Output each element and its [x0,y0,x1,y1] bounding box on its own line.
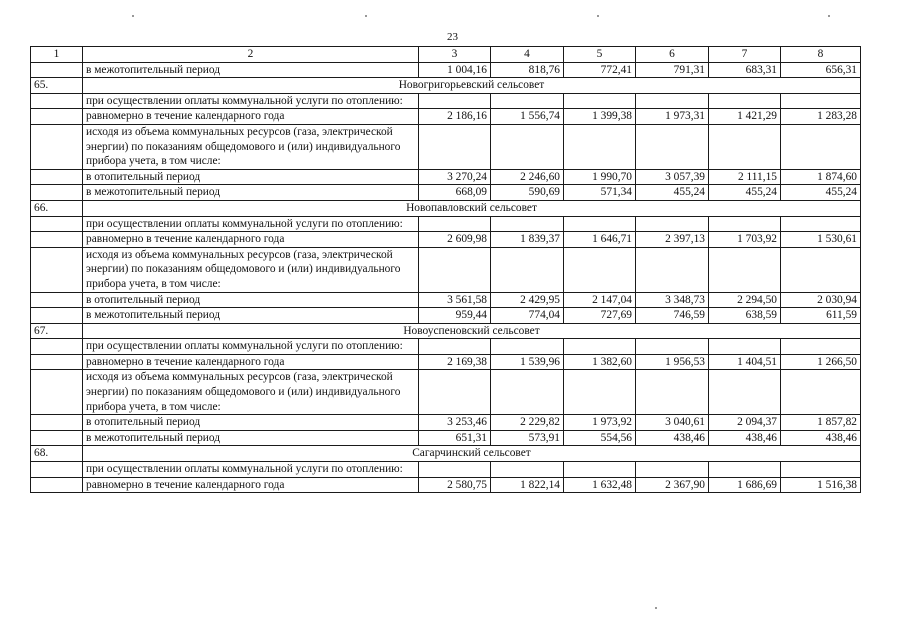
value-cell [491,462,564,478]
row-label: исходя из объема коммунальных ресурсов (газа, электрической энергии) по показаниям общедомового и (или) индивидуального прибора учета, в том числе: [83,247,419,292]
value-cell [636,370,709,415]
row-label: равномерно в течение календарного года [83,232,419,248]
value-cell [564,124,636,169]
scan-speck [655,607,657,609]
header-cell: 1 [31,47,83,63]
value-cell [491,93,564,109]
value-cell [781,124,861,169]
value-cell: 2 429,95 [491,292,564,308]
value-cell [564,216,636,232]
table-row [31,109,861,125]
row-label: при осуществлении оплаты коммунальной услуги по отоплению: [83,216,419,232]
value-cell [709,124,781,169]
header-cell: 8 [781,47,861,63]
value-cell: 1 004,16 [419,62,491,78]
value-cell: 1 839,37 [491,232,564,248]
scan-speck [365,15,367,17]
section-number: 68. [31,446,83,462]
value-cell: 590,69 [491,185,564,201]
value-cell: 1 686,69 [709,477,781,493]
number-cell [31,124,83,169]
value-cell: 1 421,29 [709,109,781,125]
value-cell [709,247,781,292]
value-cell: 2 229,82 [491,415,564,431]
value-cell: 668,09 [419,185,491,201]
value-cell [636,93,709,109]
value-cell [636,216,709,232]
scan-speck [132,15,134,17]
value-cell: 438,46 [781,430,861,446]
value-cell: 959,44 [419,308,491,324]
header-cell: 3 [419,47,491,63]
value-cell: 774,04 [491,308,564,324]
value-cell [419,247,491,292]
value-cell: 2 367,90 [636,477,709,493]
value-cell: 2 030,94 [781,292,861,308]
value-cell [419,370,491,415]
row-label: равномерно в течение календарного года [83,354,419,370]
number-cell [31,430,83,446]
value-cell: 1 632,48 [564,477,636,493]
number-cell [31,354,83,370]
page-number: 23 [447,31,458,43]
section-title: Новоуспеновский сельсовет [83,323,861,339]
row-label: в отопительный период [83,169,419,185]
number-cell [31,462,83,478]
tariff-table [30,46,861,493]
row-label: при осуществлении оплаты коммунальной услуги по отоплению: [83,93,419,109]
value-cell: 3 561,58 [419,292,491,308]
value-cell [781,216,861,232]
table-row [31,415,861,431]
value-cell: 1 973,92 [564,415,636,431]
value-cell: 1 382,60 [564,354,636,370]
value-cell [709,462,781,478]
value-cell [491,124,564,169]
value-cell: 3 253,46 [419,415,491,431]
value-cell [636,339,709,355]
value-cell: 438,46 [636,430,709,446]
section-number: 66. [31,200,83,216]
table-row [31,308,861,324]
number-cell [31,339,83,355]
value-cell [564,339,636,355]
value-cell [709,370,781,415]
table-row [31,216,861,232]
value-cell: 438,46 [709,430,781,446]
header-cell: 4 [491,47,564,63]
number-cell [31,109,83,125]
value-cell: 1 399,38 [564,109,636,125]
value-cell [419,339,491,355]
value-cell: 1 556,74 [491,109,564,125]
value-cell [564,462,636,478]
header-cell: 5 [564,47,636,63]
table-row [31,62,861,78]
number-cell [31,247,83,292]
row-label: в межотопительный период [83,308,419,324]
value-cell: 2 186,16 [419,109,491,125]
section-number: 65. [31,78,83,94]
value-cell: 1 646,71 [564,232,636,248]
value-cell: 2 246,60 [491,169,564,185]
number-cell [31,370,83,415]
row-label: в отопительный период [83,415,419,431]
value-cell [491,247,564,292]
row-label: исходя из объема коммунальных ресурсов (газа, электрической энергии) по показаниям общедомового и (или) индивидуального прибора учета, в том числе: [83,370,419,415]
value-cell: 2 294,50 [709,292,781,308]
value-cell: 656,31 [781,62,861,78]
value-cell: 2 169,38 [419,354,491,370]
value-cell: 1 990,70 [564,169,636,185]
table-row [31,292,861,308]
table-row [31,124,861,169]
row-label: при осуществлении оплаты коммунальной услуги по отоплению: [83,339,419,355]
value-cell [636,124,709,169]
header-cell: 7 [709,47,781,63]
number-cell [31,93,83,109]
scan-speck [597,15,599,17]
scan-speck [828,15,830,17]
number-cell [31,415,83,431]
value-cell: 455,24 [781,185,861,201]
value-cell: 638,59 [709,308,781,324]
value-cell [419,93,491,109]
value-cell [491,370,564,415]
number-cell [31,62,83,78]
value-cell: 2 111,15 [709,169,781,185]
value-cell: 455,24 [636,185,709,201]
header-row [31,47,861,63]
row-label: в межотопительный период [83,185,419,201]
value-cell [564,370,636,415]
value-cell: 571,34 [564,185,636,201]
value-cell: 2 609,98 [419,232,491,248]
value-cell [781,247,861,292]
table-row [31,430,861,446]
value-cell: 455,24 [709,185,781,201]
table-row [31,169,861,185]
value-cell: 1 973,31 [636,109,709,125]
section-title: Новогригорьевский сельсовет [83,78,861,94]
value-cell: 1 703,92 [709,232,781,248]
value-cell: 1 539,96 [491,354,564,370]
row-label: равномерно в течение календарного года [83,109,419,125]
section-row [31,446,861,462]
row-label: при осуществлении оплаты коммунальной услуги по отоплению: [83,462,419,478]
table-row [31,185,861,201]
value-cell: 1 516,38 [781,477,861,493]
section-row [31,323,861,339]
section-row [31,78,861,94]
value-cell [491,339,564,355]
value-cell: 818,76 [491,62,564,78]
table-row [31,354,861,370]
row-label: в межотопительный период [83,430,419,446]
value-cell [781,462,861,478]
value-cell [636,247,709,292]
table-row [31,370,861,415]
value-cell: 1 530,61 [781,232,861,248]
value-cell [564,93,636,109]
value-cell [419,216,491,232]
value-cell: 772,41 [564,62,636,78]
value-cell [781,339,861,355]
value-cell: 3 270,24 [419,169,491,185]
row-label: равномерно в течение календарного года [83,477,419,493]
value-cell: 1 266,50 [781,354,861,370]
row-label: в межотопительный период [83,62,419,78]
value-cell: 727,69 [564,308,636,324]
number-cell [31,232,83,248]
section-title: Сагарчинский сельсовет [83,446,861,462]
number-cell [31,216,83,232]
value-cell [781,93,861,109]
value-cell: 651,31 [419,430,491,446]
section-row [31,200,861,216]
value-cell [781,370,861,415]
value-cell [709,216,781,232]
value-cell: 554,56 [564,430,636,446]
value-cell [709,339,781,355]
value-cell: 1 283,28 [781,109,861,125]
value-cell: 2 397,13 [636,232,709,248]
value-cell: 791,31 [636,62,709,78]
number-cell [31,292,83,308]
value-cell: 611,59 [781,308,861,324]
value-cell: 3 057,39 [636,169,709,185]
value-cell: 2 580,75 [419,477,491,493]
value-cell: 1 404,51 [709,354,781,370]
number-cell [31,477,83,493]
value-cell: 3 348,73 [636,292,709,308]
value-cell [709,93,781,109]
number-cell [31,185,83,201]
value-cell: 573,91 [491,430,564,446]
value-cell [564,247,636,292]
table-row [31,247,861,292]
value-cell [419,124,491,169]
table-row [31,93,861,109]
value-cell: 1 857,82 [781,415,861,431]
section-title: Новопавловский сельсовет [83,200,861,216]
row-label: в отопительный период [83,292,419,308]
value-cell [491,216,564,232]
section-number: 67. [31,323,83,339]
value-cell: 746,59 [636,308,709,324]
table-row [31,462,861,478]
value-cell: 1 822,14 [491,477,564,493]
value-cell: 1 956,53 [636,354,709,370]
value-cell [419,462,491,478]
table-row [31,232,861,248]
value-cell: 683,31 [709,62,781,78]
value-cell: 3 040,61 [636,415,709,431]
value-cell [636,462,709,478]
value-cell: 2 094,37 [709,415,781,431]
table-row [31,477,861,493]
row-label: исходя из объема коммунальных ресурсов (газа, электрической энергии) по показаниям общедомового и (или) индивидуального прибора учета, в том числе: [83,124,419,169]
value-cell: 2 147,04 [564,292,636,308]
header-cell: 2 [83,47,419,63]
value-cell: 1 874,60 [781,169,861,185]
number-cell [31,169,83,185]
header-cell: 6 [636,47,709,63]
number-cell [31,308,83,324]
table-row [31,339,861,355]
